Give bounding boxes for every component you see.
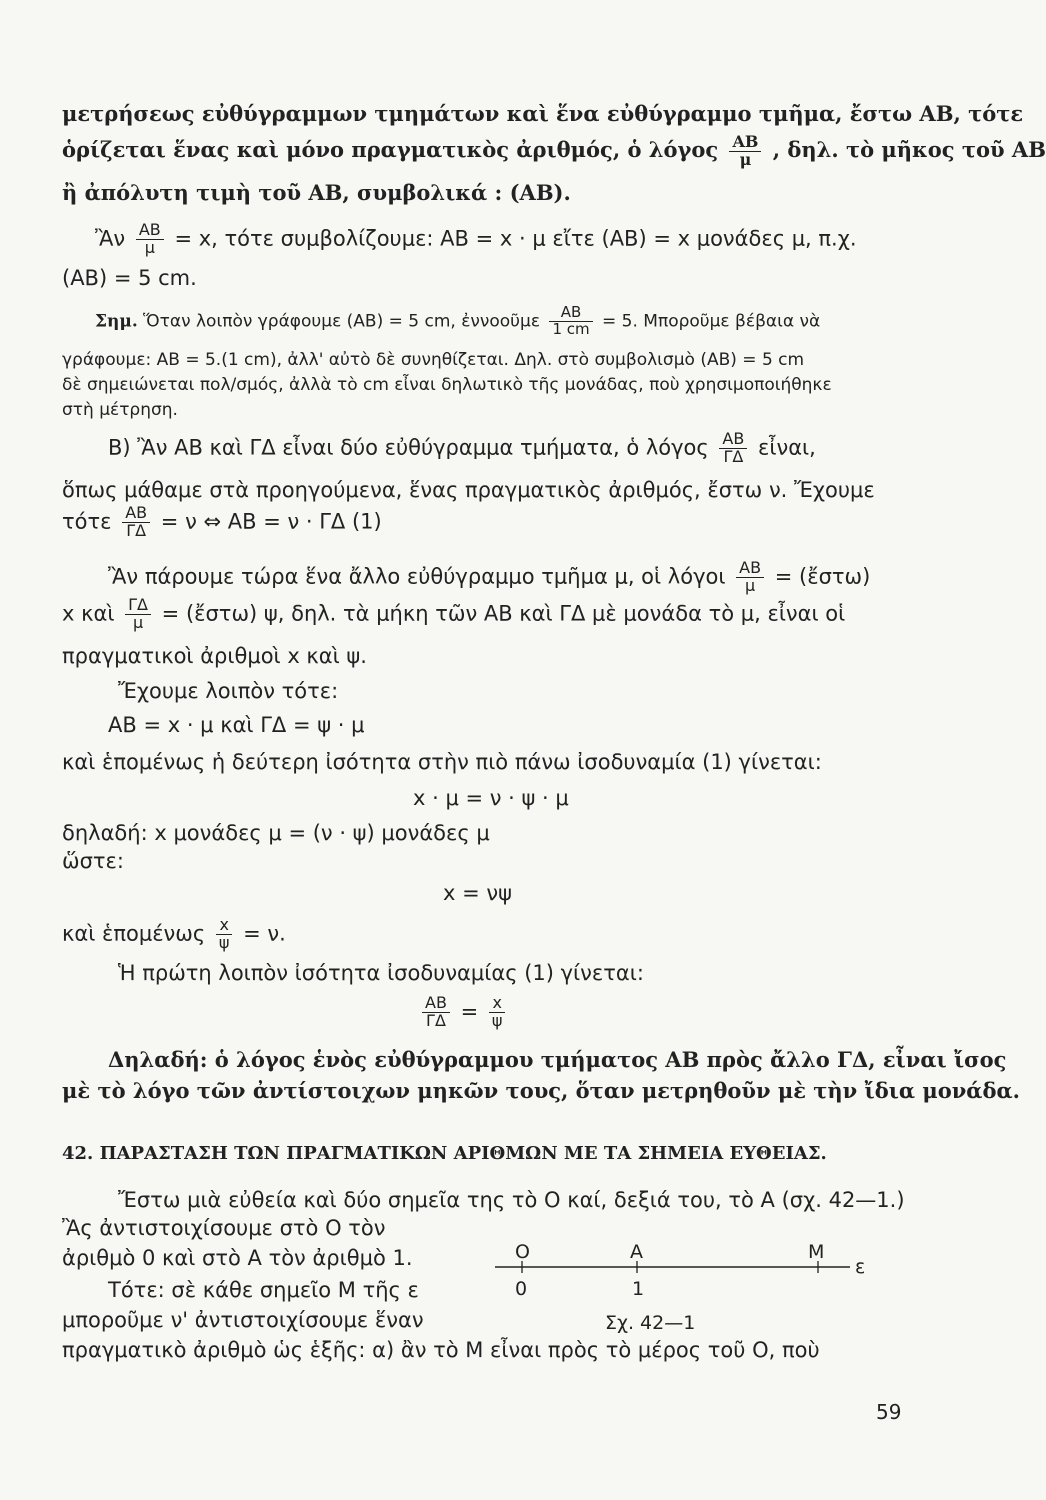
text-line: Τότε: σὲ κάθε σημεῖο Μ τῆς ε [108,1278,419,1302]
fraction: $\frac{AB}{\mu}$ [729,134,761,169]
text-line: δηλαδή: x μονάδες μ = (ν · ψ) μονάδες μ [62,821,490,845]
text-line: ὥστε: [62,849,124,873]
number-1: 1 [632,1278,645,1300]
label-A: A [630,1241,643,1263]
text-line: Ἡ πρώτη λοιπὸν ἰσότητα ἰσοδυναμίας (1) γίνεται: [118,961,644,985]
equation: $\frac{AB}{\Gamma\Delta}$ = $\frac{x}{\psi}$ [418,995,509,1030]
fraction: $\frac{AB}{\Gamma\Delta}$ [719,431,747,466]
text-line: τότε $\frac{AB}{\Gamma\Delta}$ = ν ⇔ ΑΒ = ν · ΓΔ (1) [62,503,382,540]
text-line: πραγματικὸ ἀριθμὸ ὡς ἑξῆς: α) ἂν τὸ Μ εἶναι πρὸς τὸ μέρος τοῦ Ο, ποὺ [62,1338,820,1362]
fraction: $\frac{\Gamma\Delta}{\mu}$ [125,597,151,632]
note-line: στὴ μέτρηση. [62,400,178,420]
text-line: Δηλαδή: ὁ λόγος ἑνὸς εὐθύγραμμου τμήματος ΑΒ πρὸς ἄλλο ΓΔ, εἶναι ἴσος [108,1047,1007,1072]
text-line: μὲ τὸ λόγο τῶν ἀντίστοιχων μηκῶν τους, ὅταν μετρηθοῦν μὲ τὴν ἴδια μονάδα. [62,1078,1020,1103]
number-line-figure [495,1235,895,1350]
text-line: πραγματικοὶ ἀριθμοὶ x καὶ ψ. [62,644,367,668]
text-line: Ἂν $\frac{AB}{\mu}$ = x, τότε συμβολίζουμε: ΑΒ = x · μ εἴτε (ΑΒ) = x μονάδες μ, π.χ. [95,220,857,257]
fraction: $\frac{AB}{\Gamma\Delta}$ [122,505,150,540]
note-line: γράφουμε: ΑΒ = 5.(1 cm), ἀλλ' αὐτὸ δὲ συνηθίζεται. Δηλ. στὸ συμβολισμὸ (ΑΒ) = 5 cm [62,350,805,370]
text-line: ὅπως μάθαμε στὰ προηγούμενα, ἕνας πραγματικὸς ἀριθμός, ἔστω ν. Ἔχουμε [62,478,875,502]
text-line: ἀριθμὸ 0 καὶ στὸ Α τὸν ἀριθμὸ 1. [62,1246,413,1270]
text-line: Ἂν πάρουμε τώρα ἕνα ἄλλο εὐθύγραμμο τμῆμα μ, οἱ λόγοι $\frac{AB}{\mu}$ = (ἔστω) [108,558,871,595]
text-line: x καὶ $\frac{\Gamma\Delta}{\mu}$ = (ἔστω) ψ, δηλ. τὰ μήκη τῶν ΑΒ καὶ ΓΔ μὲ μονάδα τὸ μ, εἶναι οἱ [62,595,846,632]
text-line: ὁρίζεται ἕνας καὶ μόνο πραγματικὸς ἀριθμός, ὁ λόγος $\frac{AB}{\mu}$ , δηλ. τὸ μῆκος τοῦ ΑΒ [62,132,1046,169]
label-O: O [515,1241,530,1263]
figure-caption: Σχ. 42—1 [605,1312,696,1334]
number-0: 0 [515,1278,528,1300]
text-line: Ἔχουμε λοιπὸν τότε: [118,679,339,703]
section-heading: 42. ΠΑΡΑΣΤΑΣΗ ΤΩΝ ΠΡΑΓΜΑΤΙΚΩΝ ΑΡΙΘΜΩΝ ΜΕ ΤΑ ΣΗΜΕΙΑ ΕΥΘΕΙΑΣ. [62,1143,827,1164]
fraction: $\frac{AB}{\Gamma\Delta}$ [422,995,450,1030]
fraction: $\frac{AB}{1 cm}$ [549,305,592,338]
fraction: $\frac{x}{\psi}$ [489,995,506,1030]
text-line: μποροῦμε ν' ἀντιστοιχίσουμε ἕναν [62,1308,424,1332]
fraction: $\frac{AB}{\mu}$ [736,560,764,595]
label-M: M [808,1241,825,1263]
text-line: (ΑΒ) = 5 cm. [62,266,197,290]
note-line: Σημ. Ὅταν λοιπὸν γράφουμε (ΑΒ) = 5 cm, ἐννοοῦμε $\frac{AB}{1 cm}$ = 5. Μποροῦμε βέβαια νὰ [95,303,821,338]
equation: x · μ = ν · ψ · μ [413,786,569,810]
text-line: Ἔστω μιὰ εὐθεία καὶ δύο σημεῖα της τὸ Ο καί, δεξιά του, τὸ Α (σχ. 42—1.) [118,1188,905,1212]
text-line: Β) Ἂν ΑΒ καὶ ΓΔ εἶναι δύο εὐθύγραμμα τμήματα, ὁ λόγος $\frac{AB}{\Gamma\Delta}$ εἶναι, [108,429,816,466]
text-line: ΑΒ = x · μ καὶ ΓΔ = ψ · μ [108,713,365,737]
note-line: δὲ σημειώνεται πολ/σμός, ἀλλὰ τὸ cm εἶναι δηλωτικὸ τῆς μονάδας, ποὺ χρησιμοποιήθηκε [62,375,832,395]
fraction: $\frac{AB}{\mu}$ [136,222,164,257]
fraction: $\frac{x}{\psi}$ [216,917,233,952]
text-line: καὶ ἑπομένως $\frac{x}{\psi}$ = ν. [62,915,286,952]
page-number: 59 [876,1400,902,1424]
equation: x = νψ [443,881,512,905]
text-line: μετρήσεως εὐθύγραμμων τμημάτων καὶ ἕνα εὐθύγραμμο τμῆμα, ἔστω ΑΒ, τότε [62,101,1024,126]
text-line: Ἂς ἀντιστοιχίσουμε στὸ Ο τὸν [62,1216,386,1240]
label-e: ε [855,1256,866,1278]
text-line: ἢ ἀπόλυτη τιμὴ τοῦ ΑΒ, συμβολικά : (ΑΒ). [62,180,571,205]
text-line: καὶ ἑπομένως ἡ δεύτερη ἰσότητα στὴν πιὸ πάνω ἰσοδυναμία (1) γίνεται: [62,750,822,774]
